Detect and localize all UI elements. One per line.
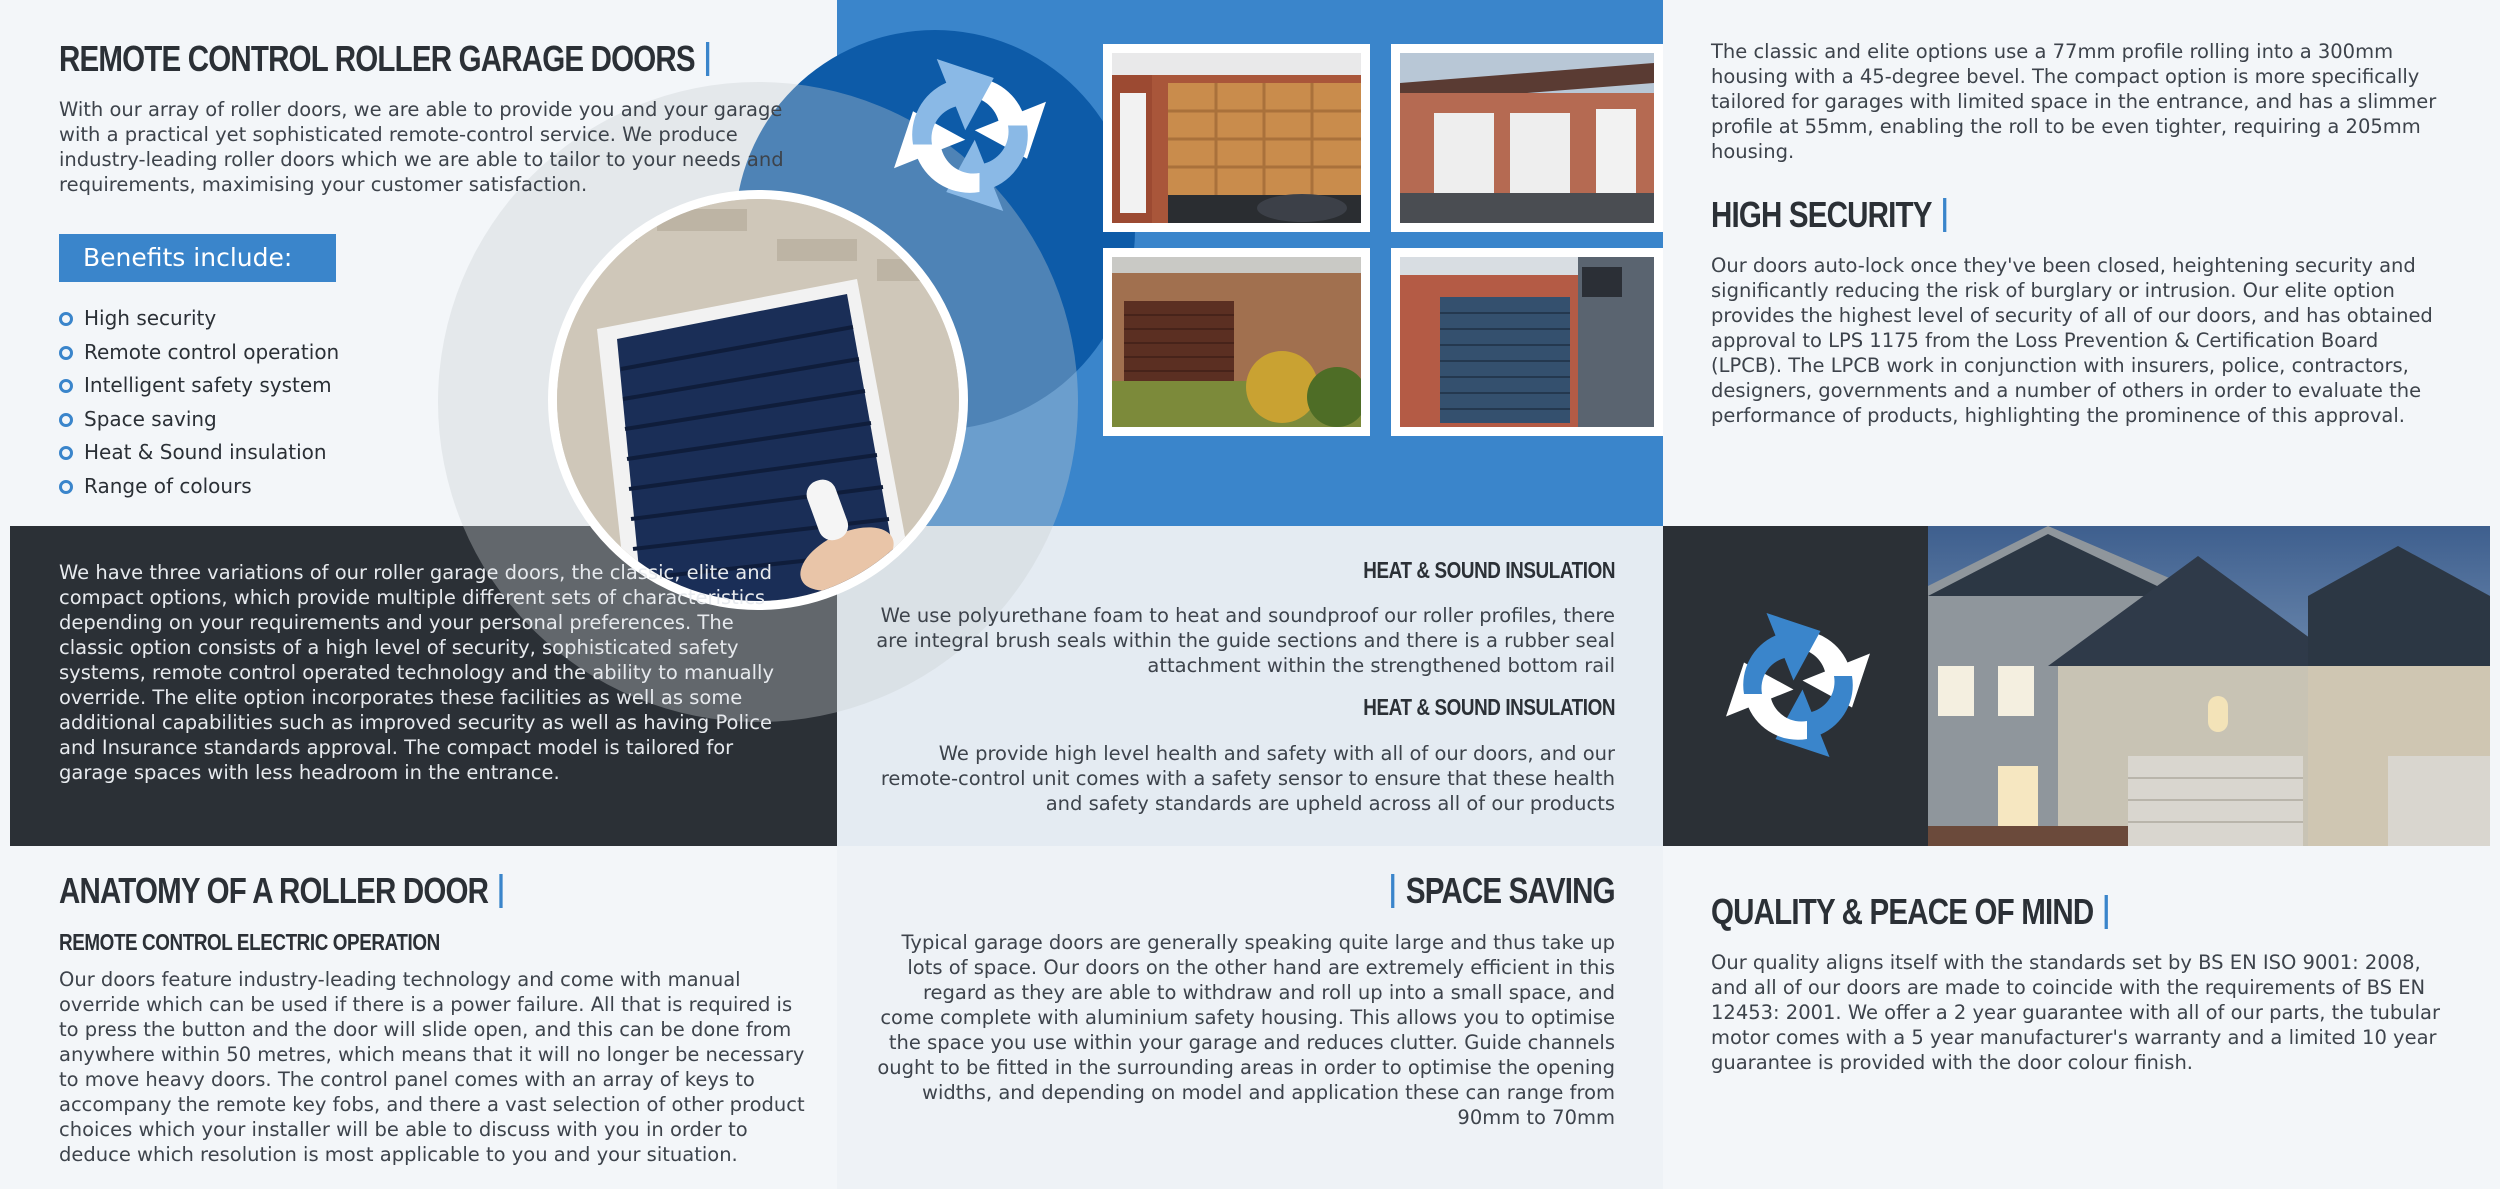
circle-bullet-icon xyxy=(59,379,73,393)
photo-blue-garage-door xyxy=(1391,248,1663,436)
heading-anatomy xyxy=(59,870,503,912)
high-security-text: Our doors auto-lock once they've been closed, heightening security and significantly reducing the risk of burglary or intrusion. Our elite option provides the highest level of security of all of our doors, and has obtained approval to LPS 1175 from the Loss Prevention & Certification Board (LPCB). The LPCB work in conjunction with insurers, police, contractors, designers, governments and a number of others in order to evaluate the performance of products, highlighting the prominence of this approval. xyxy=(1711,254,2433,427)
profiles-text: The classic and elite options use a 77mm profile rolling into a 300mm housing with a 45-degree bevel. The compact option is more specifically tailored for garages with limited space in the entrance, and has a slimmer profile at 55mm, enabling the roll to be even tighter, requiring a 205mm housing. xyxy=(1711,40,2437,163)
heading-text: ANATOMY OF A ROLLER DOOR xyxy=(59,870,489,911)
insulation-text-1: We use polyurethane foam to heat and soundproof our roller profiles, there are integral brush seals within the guide sections and there is a rubber seal attachment within the strengthened bottom rail xyxy=(876,604,1615,677)
heading-quality xyxy=(1711,891,2108,933)
variations-text: We have three variations of our roller garage doors, the classic, elite and compact options, which provide multiple different sets of characteristics depending on your requirements and your personal preferences. The classic option consists of a high level of security, sophisticated safety systems, remote control operated technology and the ability to manually override. The elite option incorporates these facilities as well as some additional capabilities such as improved security as well as having Police and Insurance standards approval. The compact model is tailored for garage spaces with less headroom in the entrance. xyxy=(59,561,774,784)
heading-remote-control-doors xyxy=(59,38,710,80)
heading-text: QUALITY & PEACE OF MIND xyxy=(1711,891,2094,932)
heading-text: REMOTE CONTROL ROLLER GARAGE DOORS xyxy=(59,38,695,79)
heading-high-security xyxy=(1711,194,1946,236)
quality-text: Our quality aligns itself with the standards set by BS EN ISO 9001: 2008, and all of our doors are made to coincide with the requirements of BS EN 12453: 2001. We offer a 2 year guarantee with all of our parts, the tubular motor comes with a 5 year manufacturer's warranty and a limited 10 year guarantee is provided with the door colour finish. xyxy=(1711,951,2440,1074)
list-item xyxy=(59,302,339,336)
benefit-label: Intelligent safety system xyxy=(84,373,332,397)
benefit-label: Remote control operation xyxy=(84,339,340,364)
circle-bullet-icon xyxy=(59,480,73,494)
benefit-label: Heat & Sound insulation xyxy=(84,440,327,464)
accent-bar xyxy=(706,42,709,76)
circle-bullet-icon xyxy=(59,312,73,326)
heading-heat-sound-insulation-2: HEAT & SOUND INSULATION xyxy=(1363,694,1615,720)
heading-text: HIGH SECURITY xyxy=(1711,194,1932,235)
heading-heat-sound-insulation-1: HEAT & SOUND INSULATION xyxy=(1363,557,1615,583)
heading-space-saving xyxy=(1391,870,1615,912)
list-item xyxy=(59,336,339,370)
list-item xyxy=(59,436,339,470)
photo-wooden-garage-door xyxy=(1103,44,1370,232)
heading-text: SPACE SAVING xyxy=(1406,870,1615,911)
swirl-logo-icon xyxy=(1708,590,1888,780)
photo-house-exterior xyxy=(1928,526,2490,846)
benefits-title: Benefits include: xyxy=(59,234,336,282)
space-saving-text: Typical garage doors are generally speaking quite large and thus take up lots of space. Our doors on the other hand are extremely efficient in this regard as they are able to withdraw and roll up into a small space, and come complete with aluminium safety housing. This allows you to optimise the space you use within your garage and reduces clutter. Guide channels ought to be fitted in the surrounding areas in order to optimise the opening widths, and depending on model and application these can range from 90mm to 70mm xyxy=(877,931,1615,1129)
photo-roller-door-remote xyxy=(548,190,968,610)
benefits-list xyxy=(59,302,339,503)
list-item xyxy=(59,369,339,403)
list-item xyxy=(59,403,339,437)
photo-brown-garage-door xyxy=(1103,248,1370,436)
insulation-text-2: We provide high level health and safety with all of our doors, and our remote-control unit comes with a safety sensor to ensure that these health and safety standards are upheld across all of our products xyxy=(880,742,1615,815)
accent-bar xyxy=(2105,895,2108,929)
benefit-label: High security xyxy=(84,306,217,330)
benefit-label: Space saving xyxy=(84,406,217,431)
subheading-remote-electric-operation: REMOTE CONTROL ELECTRIC OPERATION xyxy=(59,929,440,955)
accent-bar xyxy=(500,874,503,908)
accent-bar xyxy=(1943,198,1946,232)
remote-intro-text: With our array of roller doors, we are able to provide you and your garage with a practical yet sophisticated remote-control service. We produce industry-leading roller doors which we are able to tailor to your needs and requirements, maximising your customer satisfaction. xyxy=(59,98,784,196)
benefit-label: Range of colours xyxy=(84,473,252,498)
photo-white-garage-doors xyxy=(1391,44,1663,232)
anatomy-text: Our doors feature industry-leading technology and come with manual override which can be used if there is a power failure. All that is required is to press the button and the door will slide open, and this can be done from anywhere within 50 metres, which means that it will no longer be necessary to move heavy doors. The control panel comes with an array of keys to accompany the remote key fobs, and there a vast selection of other product choices which your installer will be able to discuss with you in order to deduce which resolution is most applicable to you and your situation. xyxy=(59,968,805,1166)
accent-bar xyxy=(1391,874,1394,908)
list-item xyxy=(59,470,339,504)
circle-bullet-icon xyxy=(59,446,73,460)
circle-bullet-icon xyxy=(59,413,73,427)
swirl-logo-icon xyxy=(875,40,1065,230)
circle-bullet-icon xyxy=(59,346,73,360)
